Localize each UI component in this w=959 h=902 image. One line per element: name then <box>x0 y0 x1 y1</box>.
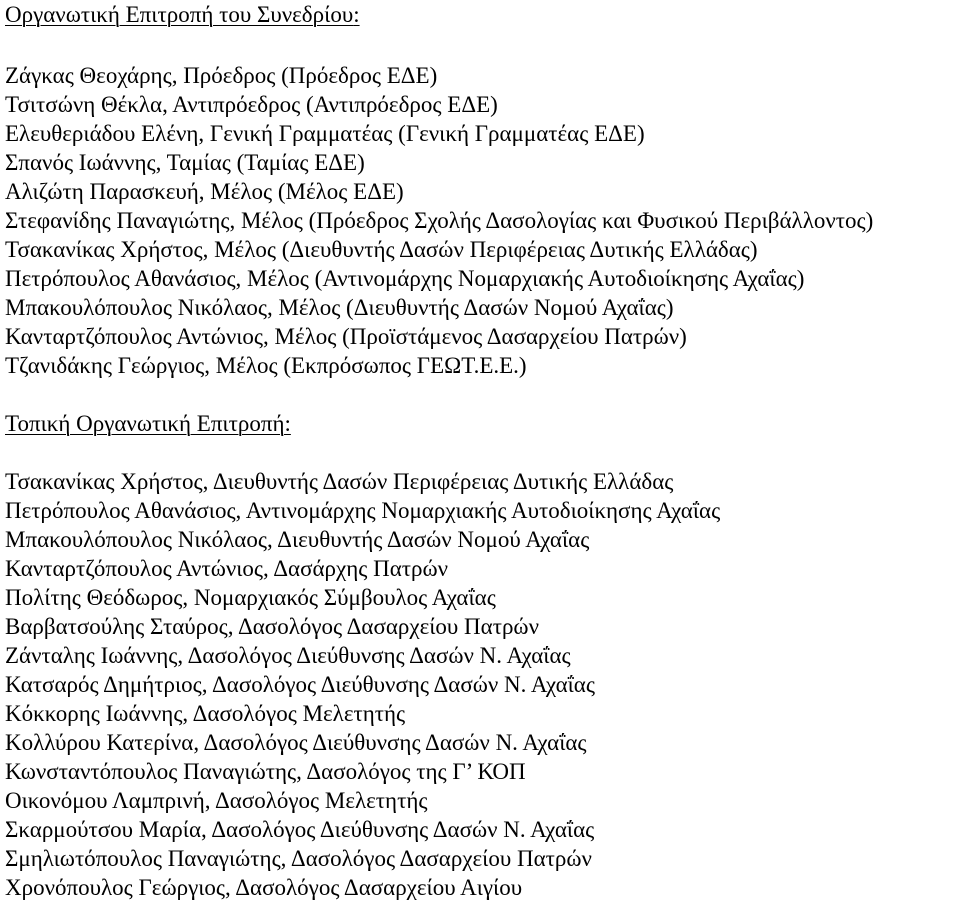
list-item: Τσακανίκας Χρήστος, Διευθυντής Δασών Περιφέρειας Δυτικής Ελλάδας <box>5 469 674 494</box>
list-item: Κόκκορης Ιωάννης, Δασολόγος Μελετητής <box>5 701 406 726</box>
section-heading-conference-committee <box>5 0 955 29</box>
list-item: Βαρβατσούλης Σταύρος, Δασολόγος Δασαρχείου Πατρών <box>5 614 539 639</box>
list-item: Κανταρτζόπουλος Αντώνιος, Δασάρχης Πατρών <box>5 556 449 581</box>
list-item: Κωνσταντόπουλος Παναγιώτης, Δασολόγος της Γ’ ΚΟΠ <box>5 759 526 784</box>
local-committee-list <box>5 467 955 902</box>
spacer <box>5 380 955 409</box>
section-title: Οργανωτική Επιτροπή του Συνεδρίου <box>5 2 354 27</box>
list-item: Ελευθεριάδου Ελένη, Γενική Γραμματέας (Γενική Γραμματέας ΕΔΕ) <box>5 121 645 146</box>
list-item: Σκαρμούτσου Μαρία, Δασολόγος Διεύθυνσης Δασών Ν. Αχαΐας <box>5 817 595 842</box>
spacer <box>5 29 955 61</box>
section-heading-local-committee <box>5 409 955 438</box>
list-item: Οικονόμου Λαμπρινή, Δασολόγος Μελετητής <box>5 788 428 813</box>
heading-colon: : <box>284 411 291 436</box>
list-item: Τσακανίκας Χρήστος, Μέλος (Διευθυντής Δασών Περιφέρειας Δυτικής Ελλάδας) <box>5 237 758 262</box>
list-item: Κατσαρός Δημήτριος, Δασολόγος Διεύθυνσης Δασών Ν. Αχαΐας <box>5 672 595 697</box>
list-item: Κανταρτζόπουλος Αντώνιος, Μέλος (Προϊστάμενος Δασαρχείου Πατρών) <box>5 324 687 349</box>
list-item: Ζάνταλης Ιωάννης, Δασολόγος Διεύθυνσης Δασών Ν. Αχαΐας <box>5 643 571 668</box>
list-item: Κολλύρου Κατερίνα, Δασολόγος Διεύθυνσης Δασών Ν. Αχαΐας <box>5 730 587 755</box>
list-item: Αλιζώτη Παρασκευή, Μέλος (Μέλος ΕΔΕ) <box>5 179 404 204</box>
list-item: Τζανιδάκης Γεώργιος, Μέλος (Εκπρόσωπος ΓΕΩΤ.Ε.Ε.) <box>5 353 527 378</box>
conference-committee-list <box>5 61 955 380</box>
list-item: Μπακουλόπουλος Νικόλαος, Μέλος (Διευθυντής Δασών Νομού Αχαΐας) <box>5 295 674 320</box>
document-page <box>5 0 955 902</box>
list-item: Πολίτης Θεόδωρος, Νομαρχιακός Σύμβουλος Αχαΐας <box>5 585 496 610</box>
spacer <box>5 438 955 467</box>
list-item: Χρονόπουλος Γεώργιος, Δασολόγος Δασαρχείου Αιγίου <box>5 875 523 900</box>
list-item: Πετρόπουλος Αθανάσιος, Μέλος (Αντινομάρχης Νομαρχιακής Αυτοδιοίκησης Αχαΐας) <box>5 266 805 291</box>
list-item: Τσιτσώνη Θέκλα, Αντιπρόεδρος (Αντιπρόεδρος ΕΔΕ) <box>5 92 498 117</box>
heading-colon: : <box>353 2 360 27</box>
list-item: Στεφανίδης Παναγιώτης, Μέλος (Πρόεδρος Σχολής Δασολογίας και Φυσικού Περιβάλλοντος) <box>5 208 874 233</box>
list-item: Μπακουλόπουλος Νικόλαος, Διευθυντής Δασών Νομού Αχαΐας <box>5 527 590 552</box>
list-item: Πετρόπουλος Αθανάσιος, Αντινομάρχης Νομαρχιακής Αυτοδιοίκησης Αχαΐας <box>5 498 721 523</box>
section-title: Τοπική Οργανωτική Επιτροπή <box>5 411 285 436</box>
list-item: Ζάγκας Θεοχάρης, Πρόεδρος (Πρόεδρος ΕΔΕ) <box>5 63 438 88</box>
list-item: Σπανός Ιωάννης, Ταμίας (Ταμίας ΕΔΕ) <box>5 150 365 175</box>
list-item: Σμηλιωτόπουλος Παναγιώτης, Δασολόγος Δασαρχείου Πατρών <box>5 846 592 871</box>
